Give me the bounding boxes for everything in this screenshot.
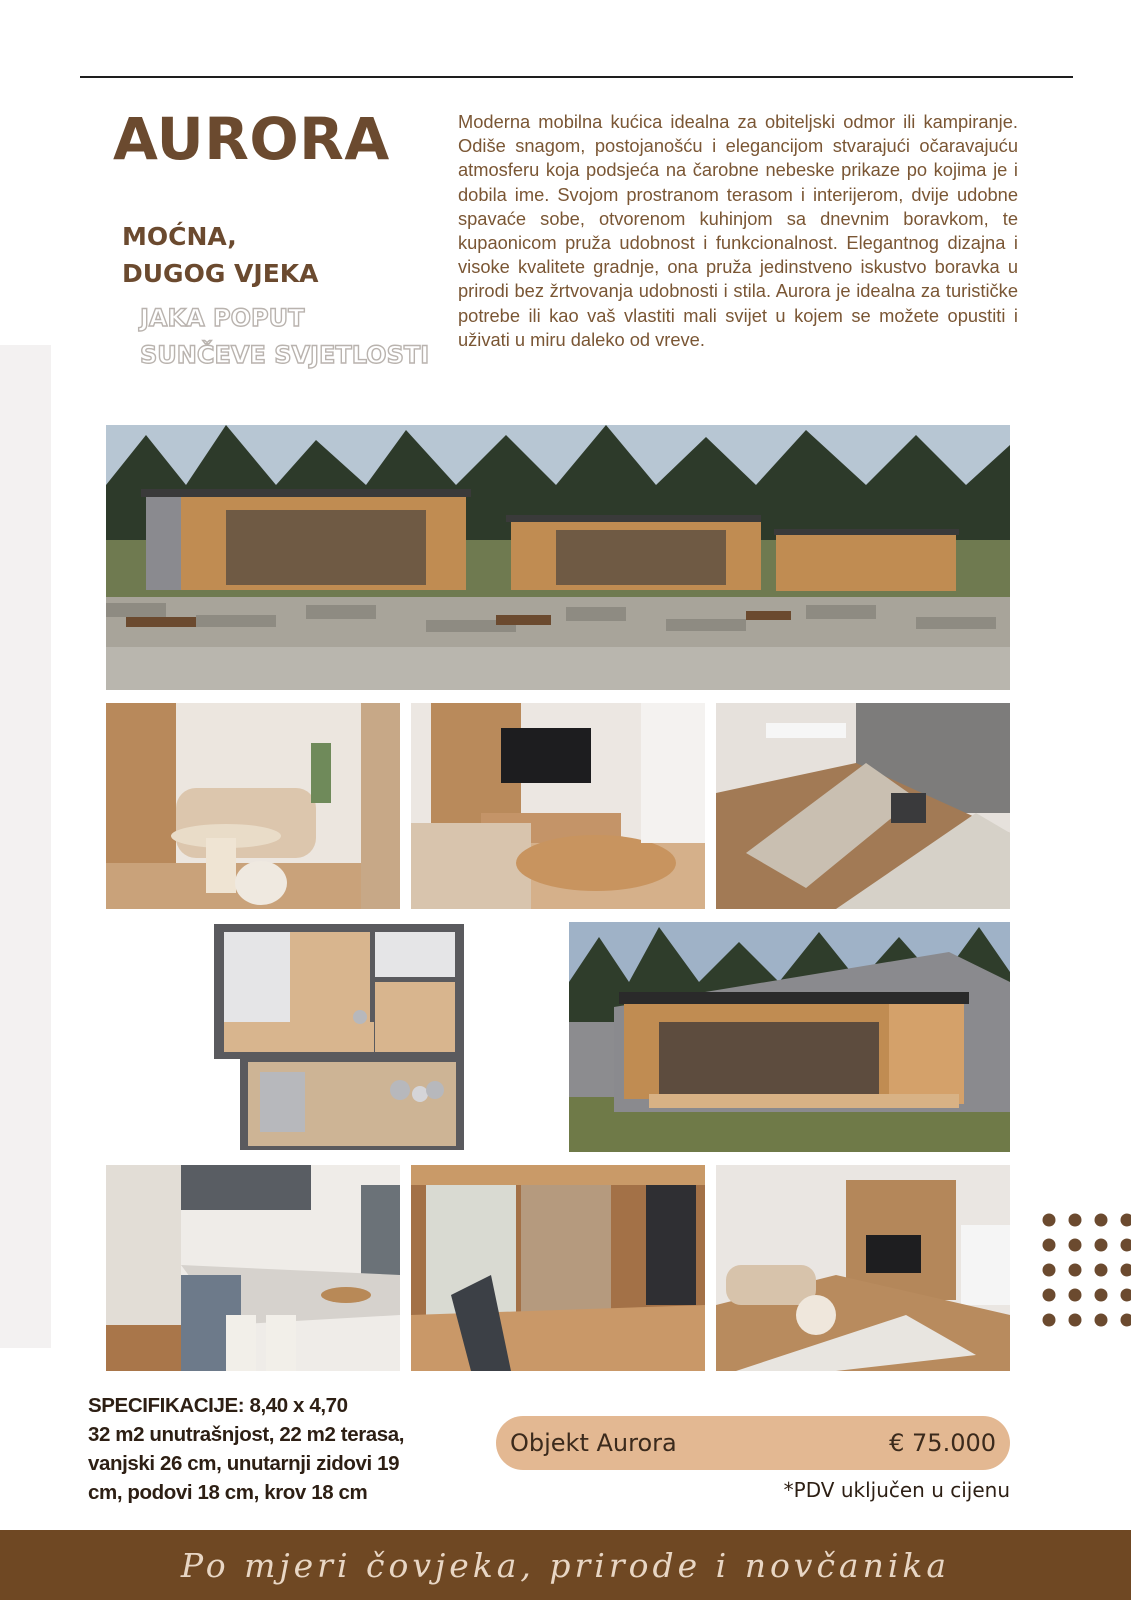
footer-slogan: Po mjeri čovjeka, prirode i novčanika	[180, 1545, 951, 1585]
object-label: Objekt Aurora	[510, 1429, 677, 1457]
kitchen-photo	[106, 1165, 400, 1371]
spec-line: cm, podovi 18 cm, krov 18 cm	[88, 1481, 368, 1504]
floor-plan-image	[210, 922, 468, 1152]
tagline-outline	[140, 300, 429, 374]
tagline-solid-line: DUGOG VJEKA	[122, 259, 319, 288]
price-amount: € 75.000	[889, 1429, 996, 1457]
tagline-solid	[122, 218, 319, 292]
tagline-solid-line: MOĆNA,	[122, 222, 237, 251]
spec-line: vanjski 26 cm, unutarnji zidovi 19	[88, 1452, 400, 1475]
vat-note: *PDV uključen u cijenu	[783, 1478, 1010, 1502]
terrace-exterior-photo	[569, 922, 1010, 1152]
product-title: AURORA	[113, 105, 390, 173]
tagline-outline-line: JAKA POPUT	[140, 304, 305, 332]
spec-line: SPECIFIKACIJE: 8,40 x 4,70	[88, 1394, 348, 1417]
hero-exterior-photo	[106, 425, 1010, 690]
side-decor-band	[0, 345, 51, 1348]
top-divider	[80, 76, 1073, 78]
description-paragraph: Moderna mobilna kućica idealna za obiteljski odmor ili kampiranje. Odiše snagom, postojanošću i elegancijom stvarajući očaravajuću atmosferu koja podsjeća na čarobne nebeske prikaze po kojima je i dobila ime. Svojom prostranom terasom i interijerom, dvije udobne spavaće sobe, otvorenom kuhinjom sa dnevnim boravkom, te kupaonicom pruža udobnost i funkcionalnost. Elegantnog dizajna i visoke kvalitete gradnje, ona pruža jedinstveno iskustvo boravka u prirodi bez žrtvovanja udobnosti i stila. Aurora je idealna za turističke potrebe ili kao vaš vlastiti mali svijet u kojem se možete opustiti i uživati u miru daleko od vreve.	[458, 111, 1018, 350]
footer-banner	[0, 1530, 1131, 1600]
tv-area-photo	[411, 703, 705, 909]
sliding-door-photo	[411, 1165, 705, 1371]
specifications-block	[88, 1391, 448, 1507]
living-room-photo	[106, 703, 400, 909]
tagline-outline-line: SUNČEVE SVJETLOSTI	[140, 341, 430, 369]
spec-line: 32 m2 unutrašnjost, 22 m2 terasa,	[88, 1423, 405, 1446]
open-living-photo	[716, 1165, 1010, 1371]
price-pill	[496, 1416, 1010, 1470]
bedroom-photo	[716, 703, 1010, 909]
dot-grid-decor	[1040, 1210, 1131, 1330]
